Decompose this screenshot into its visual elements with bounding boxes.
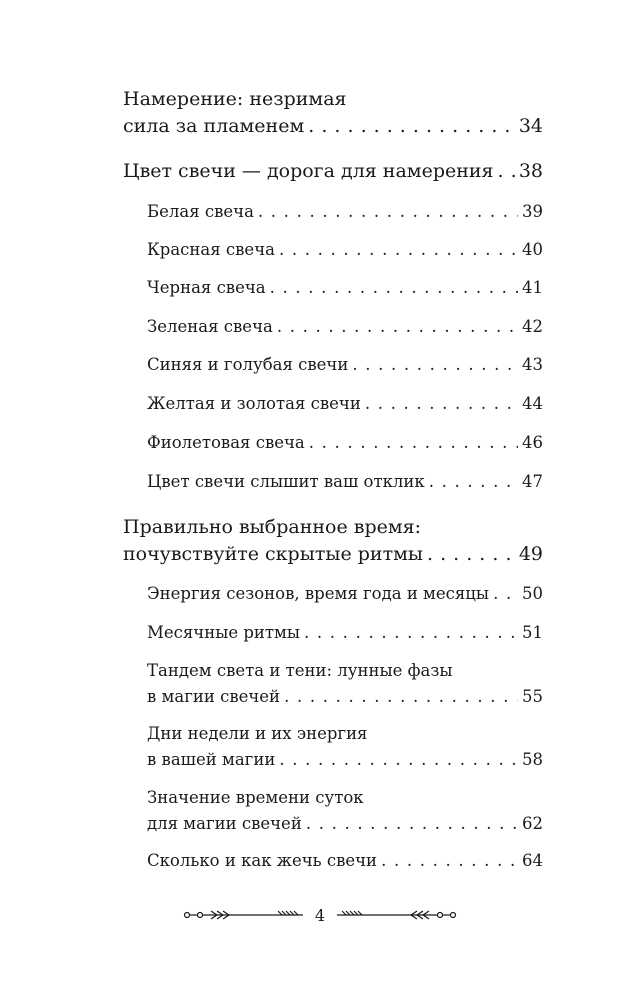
toc-entry	[123, 514, 543, 568]
toc-entry	[123, 158, 543, 185]
toc-entry-title: Фиолетовая свеча	[147, 433, 305, 452]
toc-subentry	[147, 430, 543, 456]
toc-subentry	[147, 721, 543, 773]
dot-leader	[279, 747, 518, 773]
page-number: 49	[518, 543, 543, 565]
toc-entry-title-line: сила за пламенем	[123, 115, 305, 137]
dot-leader	[306, 811, 518, 837]
dot-leader	[284, 684, 518, 710]
toc-subentry	[147, 658, 543, 710]
toc-entry-title-line: в вашей магии	[147, 750, 276, 769]
toc-subentry	[147, 848, 543, 874]
toc-subentry	[147, 581, 543, 607]
toc-entry-title: Сколько и как жечь свечи	[147, 851, 378, 870]
toc-subentry	[147, 237, 543, 263]
toc-subentry	[147, 199, 543, 225]
page-number: 39	[522, 202, 543, 221]
dot-leader	[258, 199, 518, 225]
toc-entry-title-line: Намерение: незримая	[123, 88, 347, 110]
toc-entry-title-line: Дни недели и их энергия	[147, 724, 368, 743]
dot-leader	[308, 113, 515, 140]
page-number: 62	[522, 814, 543, 833]
dot-leader	[493, 581, 518, 607]
toc-entry-title-line: почувствуйте скрытые ритмы	[123, 543, 423, 565]
toc-entry-title: Цвет свечи — дорога для намерения	[123, 160, 494, 182]
dot-leader	[381, 848, 518, 874]
toc-entry	[123, 86, 543, 140]
toc-entry-title: Месячные ритмы	[147, 623, 301, 642]
dot-leader	[277, 314, 518, 340]
page-number-footer: 4	[314, 905, 326, 925]
dot-leader	[304, 620, 518, 646]
dot-leader	[429, 469, 518, 495]
toc-subentry	[147, 620, 543, 646]
page-number: 46	[522, 433, 543, 452]
toc-entry-title: Белая свеча	[147, 202, 254, 221]
toc-entry-title: Красная свеча	[147, 240, 275, 259]
toc-entry-title-line: для магии свечей	[147, 814, 302, 833]
toc-entry-title-line: в магии свечей	[147, 687, 281, 706]
toc-subentry	[147, 469, 543, 495]
dot-leader	[365, 391, 518, 417]
arrow-ornament-right-icon	[337, 908, 457, 922]
page-number: 55	[522, 687, 543, 706]
toc-subentry	[147, 352, 543, 378]
toc-entry-title-line: Тандем света и тени: лунные фазы	[147, 661, 453, 680]
toc-entry-title: Желтая и золотая свечи	[147, 394, 361, 413]
toc-entry-title: Цвет свечи слышит ваш отклик	[147, 472, 425, 491]
page-number: 41	[522, 278, 543, 297]
page-number: 58	[522, 750, 543, 769]
dot-leader	[279, 237, 518, 263]
toc-entry-title-line: Значение времени суток	[147, 788, 364, 807]
toc-entry-title: Энергия сезонов, время года и месяцы	[147, 584, 490, 603]
page-number: 47	[522, 472, 543, 491]
arrow-ornament-left-icon	[183, 908, 303, 922]
page-number: 34	[518, 115, 543, 137]
page-number: 38	[518, 160, 543, 182]
page-number: 40	[522, 240, 543, 259]
page-number: 51	[522, 623, 543, 642]
toc-subentry	[147, 785, 543, 837]
dot-leader	[427, 541, 515, 568]
page-footer	[170, 903, 470, 927]
toc-subentry	[147, 314, 543, 340]
toc-entry-title: Синяя и голубая свечи	[147, 355, 349, 374]
page-number: 64	[522, 851, 543, 870]
dot-leader	[270, 275, 518, 301]
toc-subentry	[147, 391, 543, 417]
toc-entry-title-line: Правильно выбранное время:	[123, 516, 422, 538]
page-number: 50	[522, 584, 543, 603]
dot-leader	[309, 430, 518, 456]
dot-leader	[352, 352, 518, 378]
page-number: 43	[522, 355, 543, 374]
toc-subentry	[147, 275, 543, 301]
toc-entry-title: Черная свеча	[147, 278, 266, 297]
toc-entry-title: Зеленая свеча	[147, 317, 273, 336]
page-number: 42	[522, 317, 543, 336]
page-number: 44	[522, 394, 543, 413]
dot-leader	[498, 158, 515, 185]
